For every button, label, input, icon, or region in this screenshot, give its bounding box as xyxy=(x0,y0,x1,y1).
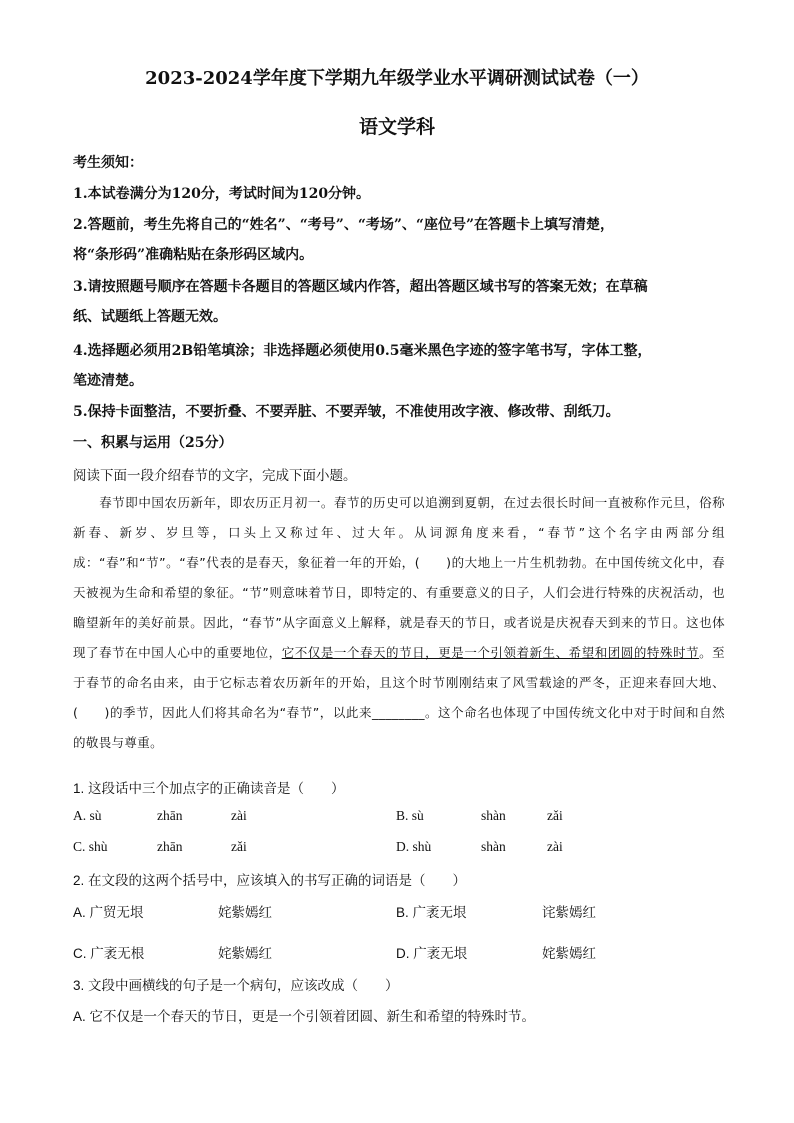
q2-option-c-2: 姹紫嫣红 xyxy=(218,946,272,961)
q2-option-c-1: C. 广袤无根 xyxy=(73,946,145,961)
q1-option-a-2: zhān xyxy=(157,808,183,823)
subject-title: 语文学科 xyxy=(358,116,435,138)
notice-heading: 考生须知： xyxy=(73,155,143,171)
passage-part-2: 。至于春节的命名由来，由于它标志着农历新年的开始，且这个时节刚刚结束了风雪载途的严冬，正迎来春回大地、( )的季节，因此人们将其命名为“春节”，以此来________。这个命名也体现了中国传统文化中对于时间和自然的敬畏与尊重。 xyxy=(73,645,726,750)
q1-option-c-label: C. shù xyxy=(73,839,108,854)
q2-stem: 2. 在文段的这两个括号中，应该填入的书写正确的词语是（ ） xyxy=(73,873,467,888)
notice-item-2b: 将“条形码”准确粘贴在条形码区域内。 xyxy=(73,247,314,263)
section-heading: 一、积累与运用（25分） xyxy=(73,435,233,451)
notice-item-4a: 4.选择题必须用2B铅笔填涂；非选择题必须使用0.5毫米黑色字迹的签字笔书写，字体工整， xyxy=(73,343,652,359)
q1-option-b-3: zǎi xyxy=(547,808,563,823)
q2-option-b-1: B. 广袤无垠 xyxy=(396,905,467,920)
q3-option-a: A. 它不仅是一个春天的节日，更是一个引领着团圆、新生和希望的特殊时节。 xyxy=(73,1009,536,1024)
q1-option-d-2: shàn xyxy=(481,839,506,854)
notice-item-3a: 3.请按照题号顺序在答题卡各题目的答题区域内作答，超出答题区域书写的答案无效；在草稿 xyxy=(73,279,648,295)
passage xyxy=(73,488,725,758)
q1-option-d-3: zài xyxy=(547,839,563,854)
passage-part-1: 春节即中国农历新年，即农历正月初一。春节的历史可以追溯到夏朝，在过去很长时间一直被称作元旦，俗称新春、新岁、岁旦等，口头上又称过年、过大年。从词源角度来看，“春节”这个名字由两部分组成：“春”和“节”。“春”代表的是春天，象征着一年的开始，( )的大地上一片生机勃勃。在中国传统文化中，春天被视为生命和希望的象征。“节”则意味着节日，即特定的、有重要意义的日子，人们会进行特殊的庆祝活动，也瞻望新年的美好前景。因此，“春节”从字面意义上解释，就是春天的节日，或者说是庆祝春天到来的节日。这也体现了春节在中国人心中的重要地位， xyxy=(73,495,725,660)
q2-option-a-2: 姹紫嫣红 xyxy=(218,905,272,920)
q2-option-a-1: A. 广贸无垠 xyxy=(73,905,144,920)
q2-option-d-2: 姹紫嫣红 xyxy=(542,946,596,961)
passage-underlined-sentence: 它不仅是一个春天的节日，更是一个引领着新生、希望和团圆的特殊时节 xyxy=(281,645,700,660)
exam-title: 2023-2024学年度下学期九年级学业水平调研测试试卷（一） xyxy=(145,68,649,89)
notice-item-3b: 纸、试题纸上答题无效。 xyxy=(73,309,227,325)
q1-option-c-2: zhān xyxy=(157,839,183,854)
q2-option-d-1: D. 广袤无垠 xyxy=(396,946,468,961)
q1-option-d-label: D. shù xyxy=(396,839,432,854)
q1-option-b-label: B. sù xyxy=(396,808,424,823)
q1-option-a-3: zài xyxy=(231,808,247,823)
q2-option-b-2: 诧紫嫣红 xyxy=(542,905,596,920)
q1-option-a-label: A. sù xyxy=(73,808,102,823)
notice-item-1: 1.本试卷满分为120分，考试时间为120分钟。 xyxy=(73,186,371,202)
q1-option-b-2: shàn xyxy=(481,808,506,823)
notice-item-5: 5.保持卡面整洁，不要折叠、不要弄脏、不要弄皱，不准使用改字液、修改带、刮纸刀。 xyxy=(73,404,620,420)
notice-item-4b: 笔迹清楚。 xyxy=(73,373,143,389)
q3-stem: 3. 文段中画横线的句子是一个病句，应该改成（ ） xyxy=(73,978,399,993)
q1-stem: 1. 这段话中三个加点字的正确读音是（ ） xyxy=(73,781,345,796)
q1-option-c-3: zǎi xyxy=(231,839,247,854)
notice-item-2a: 2.答题前，考生先将自己的“姓名”、“考号”、“考场”、“座位号”在答题卡上填写清楚， xyxy=(73,217,615,233)
section-intro: 阅读下面一段介绍春节的文字，完成下面小题。 xyxy=(73,468,357,483)
